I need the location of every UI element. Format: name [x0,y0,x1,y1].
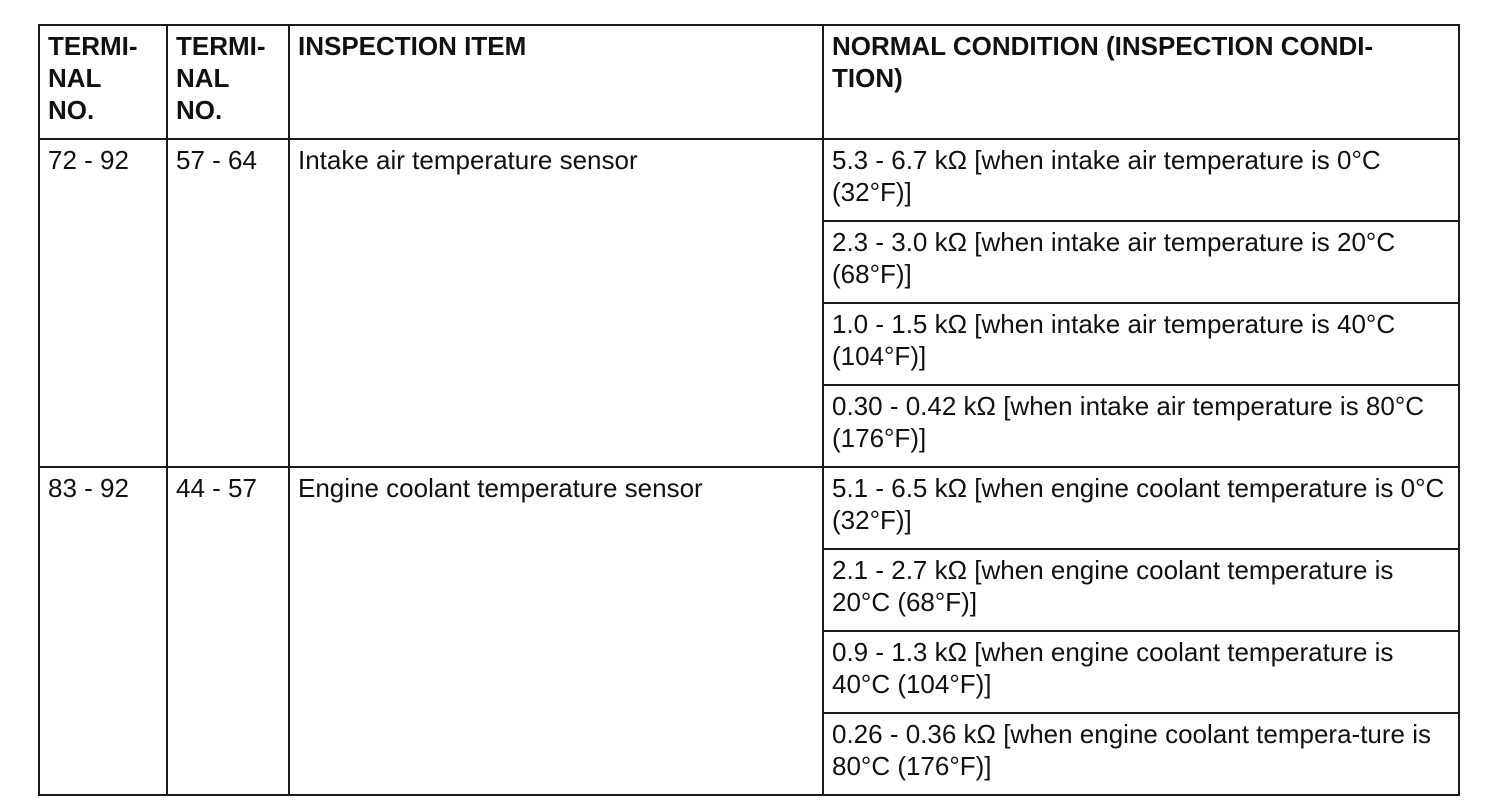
header-terminal-no-1 [39,25,167,139]
header-terminal-no-1-line-2: NAL [48,63,102,93]
terminal-a-cell: 83 - 92 [39,467,167,795]
condition-cell: 5.3 - 6.7 kΩ [when intake air temperature is 0°C (32°F)] [823,139,1459,221]
header-normal-condition-line-1: NORMAL CONDITION (INSPECTION CONDI- [832,31,1374,61]
terminal-a-cell: 72 - 92 [39,139,167,467]
header-normal-condition [823,25,1459,139]
header-terminal-no-2-line-1: TERMI- [176,31,266,61]
header-terminal-no-1-line-1: TERMI- [48,31,138,61]
condition-cell: 5.1 - 6.5 kΩ [when engine coolant temperature is 0°C (32°F)] [823,467,1459,549]
header-normal-condition-line-2: TION) [832,63,903,93]
header-terminal-no-1-line-3: NO. [48,95,95,125]
condition-cell: 1.0 - 1.5 kΩ [when intake air temperature is 40°C (104°F)] [823,303,1459,385]
header-terminal-no-2-line-2: NAL [176,63,230,93]
condition-cell: 2.1 - 2.7 kΩ [when engine coolant temperature is 20°C (68°F)] [823,549,1459,631]
header-row [39,25,1459,139]
condition-cell: 0.26 - 0.36 kΩ [when engine coolant tempera-ture is 80°C (176°F)] [823,713,1459,795]
table-row [39,467,1459,549]
inspection-table [38,24,1460,796]
terminal-b-cell: 44 - 57 [167,467,289,795]
condition-cell: 0.30 - 0.42 kΩ [when intake air temperature is 80°C (176°F)] [823,385,1459,467]
inspection-item-cell: Engine coolant temperature sensor [289,467,823,795]
header-inspection-item: INSPECTION ITEM [289,25,823,139]
table-row [39,139,1459,221]
condition-cell: 2.3 - 3.0 kΩ [when intake air temperature is 20°C (68°F)] [823,221,1459,303]
header-terminal-no-2-line-3: NO. [176,95,223,125]
terminal-b-cell: 57 - 64 [167,139,289,467]
condition-cell: 0.9 - 1.3 kΩ [when engine coolant temperature is 40°C (104°F)] [823,631,1459,713]
header-terminal-no-2 [167,25,289,139]
inspection-item-cell: Intake air temperature sensor [289,139,823,467]
